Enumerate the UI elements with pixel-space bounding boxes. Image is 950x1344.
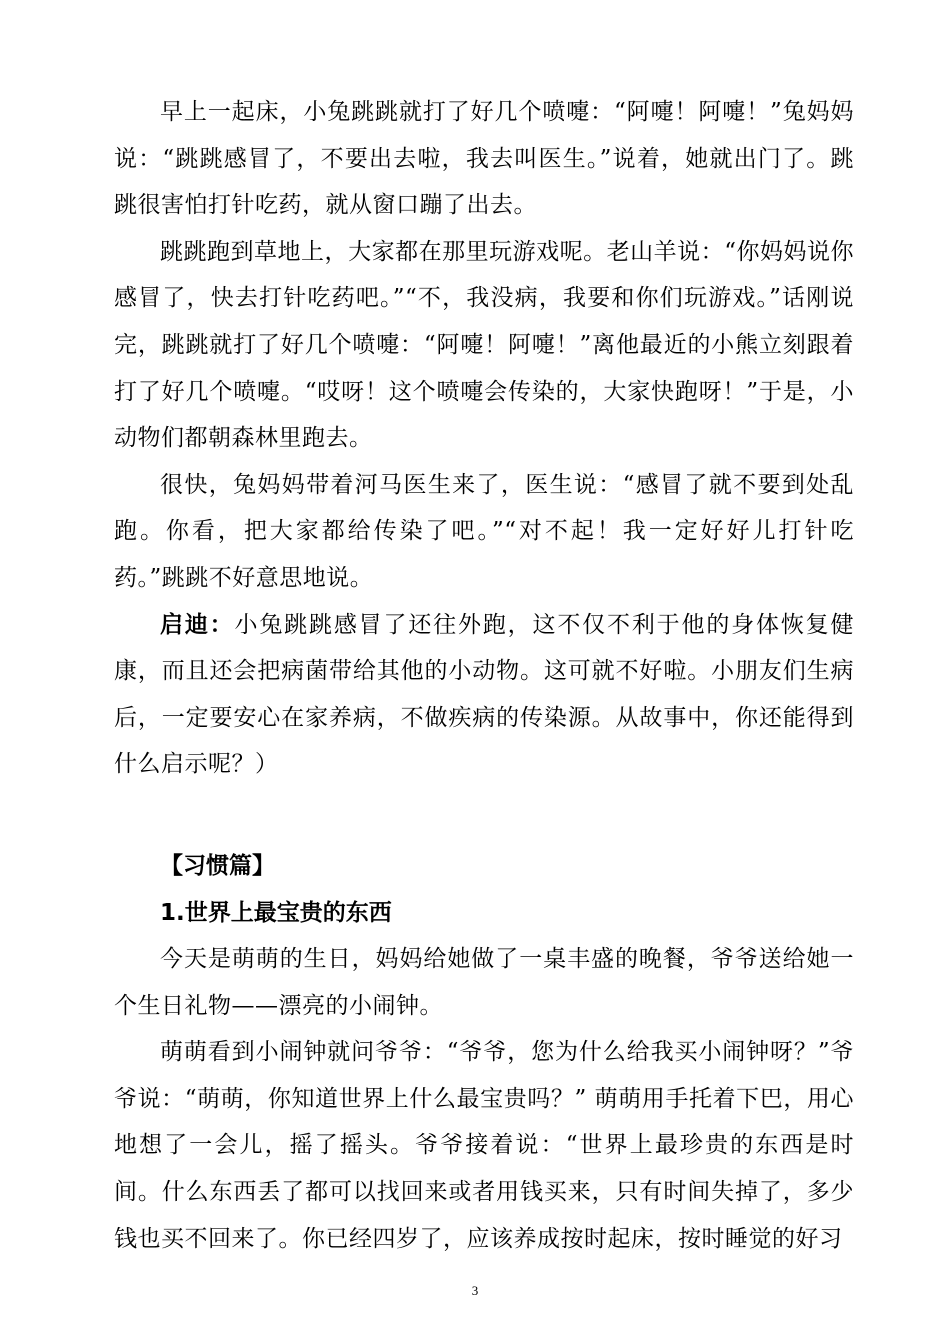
- inspiration-paragraph: [114, 602, 854, 788]
- story-title: 1.世界上最宝贵的东西: [160, 899, 392, 926]
- inspiration-text: 小兔跳跳感冒了还往外跑，这不仅不利于他的身体恢复健康，而且还会把病菌带给其他的小动物。这可就不好啦。小朋友们生病后，一定要安心在家养病，不做疾病的传染源。从故事中，你还能得到什么启示呢？）: [114, 611, 854, 778]
- section-spacer: [114, 788, 854, 843]
- section-heading: 【习惯篇】: [160, 852, 275, 879]
- story-paragraph-2: 跳跳跑到草地上，大家都在那里玩游戏呢。老山羊说：“你妈妈说你感冒了，快去打针吃药吧。”“不，我没病，我要和你们玩游戏。”话刚说完，跳跳就打了好几个喷嚏：“阿嚏！阿嚏！”离他最近的小熊立刻跟着打了好几个喷嚏。“哎呀！这个喷嚏会传染的，大家快跑呀！”于是，小动物们都朝森林里跑去。: [114, 238, 854, 452]
- page-number: 3: [471, 1283, 479, 1298]
- story-paragraph-1: 早上一起床，小兔跳跳就打了好几个喷嚏：“阿嚏！阿嚏！”兔妈妈说：“跳跳感冒了，不要出去啦，我去叫医生。”说着，她就出门了。跳跳很害怕打针吃药，就从窗口蹦了出去。: [114, 99, 854, 219]
- story2-paragraph-2: 萌萌看到小闹钟就问爷爷：“爷爷，您为什么给我买小闹钟呀？”爷爷说：“萌萌，你知道世界上什么最宝贵吗？” 萌萌用手托着下巴，用心地想了一会儿，摇了摇头。爷爷接着说：“世界上最珍贵的东西是时间。什么东西丢了都可以找回来或者用钱买来，只有时间失掉了，多少钱也买不回来了。你已经四岁了，应该养成按时起床，按时睡觉的好习: [114, 1039, 854, 1252]
- story-paragraph-3: 很快，兔妈妈带着河马医生来了，医生说：“感冒了就不要到处乱跑。你看，把大家都给传染了吧。”“对不起！我一定好好儿打针吃药。”跳跳不好意思地说。: [114, 471, 854, 591]
- document-page: [114, 89, 854, 1262]
- inspiration-label: 启迪：: [160, 611, 235, 638]
- story2-paragraph-1: 今天是萌萌的生日，妈妈给她做了一桌丰盛的晚餐，爷爷送给她一个生日礼物——漂亮的小闹钟。: [114, 946, 854, 1019]
